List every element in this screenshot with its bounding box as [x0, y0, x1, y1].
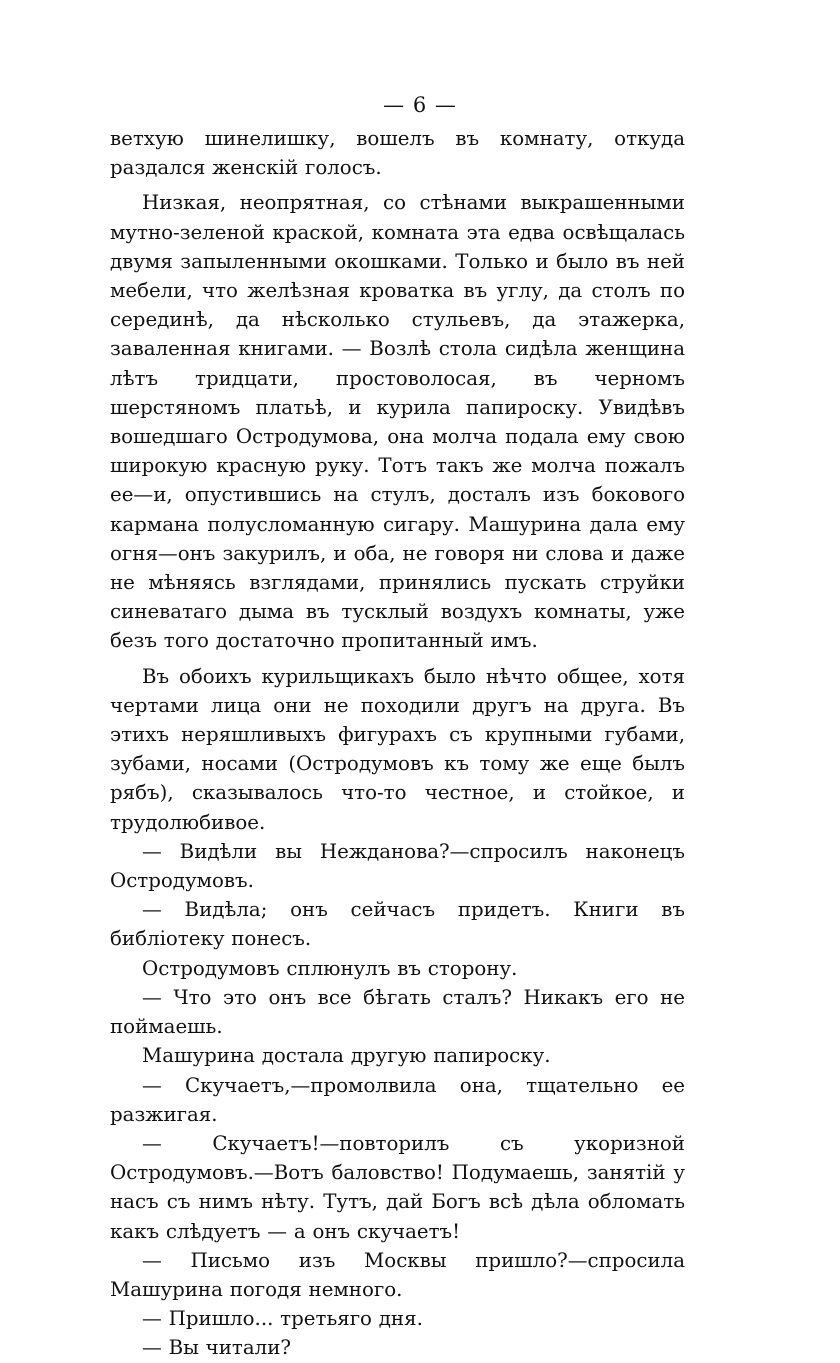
paragraph-2: Низкая, неопрятная, со стѣнами выкрашенными мутно-зеленой краской, комната эта едва освѣщалась двумя запыленными окошками. Только и было въ ней мебели, что желѣзная кроватка въ углу, да столъ по серединѣ, да нѣсколько стульевъ, да этажерка, заваленная книгами. — Возлѣ стола сидѣла женщина лѣтъ тридцати, простоволосая, въ черномъ шерстяномъ платьѣ, и курила папироску. Увидѣвъ вошедшаго Остродумова, она молча подала ему свою широкую красную руку. Тотъ такъ же молча пожалъ ее—и, опустившись на стулъ, досталъ изъ бокового кармана полусломанную сигару. Машурина дала ему огня—онъ закурилъ, и оба, не говоря ни слова и даже не мѣняясь взглядами, принялись пускать струйки синеватаго дыма въ тусклый воздухъ комнаты, уже безъ того достаточно пропитанный имъ.: [110, 191, 685, 653]
paragraph-3: Въ обоихъ курильщикахъ было нѣчто общее, хотя чертами лица они не походили другъ на друга. Въ этихъ неряшливыхъ фигурахъ съ крупными губами, зубами, носами (Остродумовъ къ тому же еще былъ рябъ), сказывалось что-то честное, и стойкое, и трудолюбивое.: [110, 664, 685, 834]
dialogue-line-8: — Вы читали?: [142, 1336, 291, 1360]
dialogue-line-7: — Пришло... третьяго дня.: [142, 1307, 423, 1331]
dialogue-line-1: — Видѣли вы Нежданова?—спросилъ наконецъ Остродумовъ.: [110, 839, 685, 893]
dialogue-line-6: — Письмо изъ Москвы пришло?—спросила Машурина погодя немного.: [110, 1248, 685, 1301]
dialogue-line-3: — Что это онъ все бѣгать сталъ? Никакъ его не поймаешь.: [110, 985, 685, 1039]
dialogue-line-5: — Скучаетъ!—повторилъ съ укоризной Остродумовъ.—Вотъ баловство! Подумаешь, занятій у насъ съ нимъ нѣту. Тутъ, дай Богъ всѣ дѣла обломать какъ слѣдуетъ — а онъ скучаетъ!: [110, 1131, 685, 1243]
page-number: — 6 —: [383, 93, 457, 117]
dialogue-line-4: — Скучаетъ,—промолвила она, тщательно ее разжигая.: [110, 1073, 685, 1126]
narration-line-2: Машурина достала другую папироску.: [142, 1044, 551, 1068]
dialogue-line-2: — Видѣла; онъ сейчасъ придетъ. Книги въ библіотеку понесъ.: [110, 898, 685, 951]
paragraph-1: ветхую шинелишку, вошелъ въ комнату, откуда раздался женскій голосъ.: [110, 127, 685, 180]
text-body: [110, 124, 685, 1363]
narration-line-1: Остродумовъ сплюнулъ въ сторону.: [142, 956, 518, 980]
